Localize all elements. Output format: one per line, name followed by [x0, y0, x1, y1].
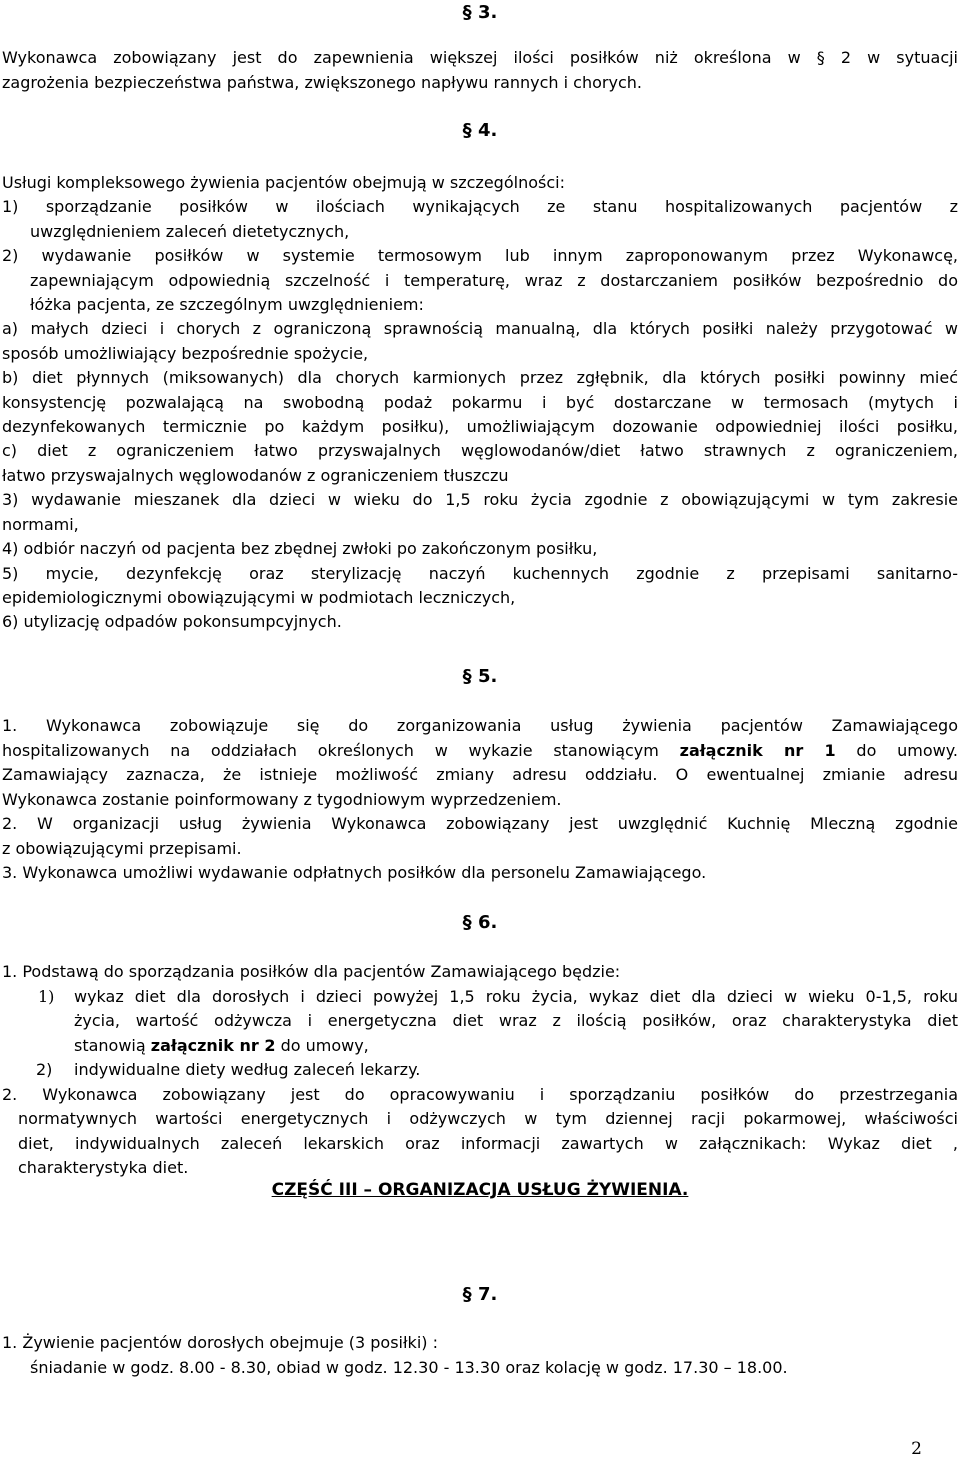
section-6-heading: § 6.: [462, 912, 498, 933]
text-line: 3) wydawanie mieszanek dla dzieci w wieku do 1,5 roku życia zgodnie z obowiązującymi w tym zakresie: [2, 490, 958, 510]
text-fragment: hospitalizowanych na oddziałach określonych w wykazie stanowiącym: [2, 740, 680, 760]
text-line: łóżka pacjenta, ze szczególnym uwzględnieniem:: [30, 295, 424, 315]
text-line: śniadanie w godz. 8.00 - 8.30, obiad w godz. 12.30 - 13.30 oraz kolację w godz. 17.30 – 18.00.: [30, 1357, 788, 1377]
list-number: 1): [38, 986, 55, 1006]
text-line: konsystencję pozwalającą na swobodną podaż pokarmu i być dostarczane w termosach (mytych i: [2, 392, 958, 412]
text-line: Wykonawca zostanie poinformowany z tygodniowym wyprzedzeniem.: [2, 789, 562, 809]
text-line: a) małych dzieci i chorych z ograniczoną sprawnością manualną, dla których posiłki należy przygotować w: [2, 319, 958, 339]
section-6-paragraph: [2, 960, 958, 1181]
text-line: zapewniającym odpowiednią szczelność i temperaturę, wraz z dostarczaniem posiłków bezpośrednio do: [30, 270, 958, 290]
section-4-heading: § 4.: [462, 120, 498, 141]
text-line: 1. Wykonawca zobowiązuje się do zorganizowania usług żywienia pacjentów Zamawiającego: [2, 716, 958, 735]
text-line: 1. Żywienie pacjentów dorosłych obejmuje (3 posiłki) :: [2, 1333, 438, 1352]
text-line: wykaz diet dla dorosłych i dzieci powyżej 1,5 roku życia, wykaz diet dla dzieci w wieku 0-1,5, roku: [74, 986, 958, 1006]
section-7-heading: § 7.: [462, 1284, 498, 1305]
text-line: 2. W organizacji usług żywienia Wykonawca zobowiązany jest uwzględnić Kuchnię Mleczną zgodnie: [2, 814, 958, 833]
section-3-heading: § 3.: [462, 2, 498, 23]
text-line: 6) utylizację odpadów pokonsumpcyjnych.: [2, 612, 342, 632]
attachment-reference: załącznik nr 1: [679, 740, 836, 760]
text-line: dezynfekowanych termicznie po każdym posiłku), umożliwiającym dozowanie odpowiedniej ilości posiłku,: [2, 417, 958, 437]
part-title: CZĘŚĆ III – ORGANIZACJA USŁUG ŻYWIENIA.: [271, 1180, 689, 1200]
text-line: 2) wydawanie posiłków w systemie termosowym lub innym zaproponowanym przez Wykonawcę,: [2, 246, 958, 266]
text-fragment: do umowy.: [835, 740, 958, 760]
text-line: [2, 739, 958, 764]
list-number: 2): [36, 1060, 53, 1079]
text-line: sposób umożliwiający bezpośrednie spożycie,: [2, 343, 369, 363]
text-line: 2. Wykonawca zobowiązany jest do opracowywaniu i sporządzaniu posiłków do przestrzegania: [2, 1084, 958, 1104]
section-4-paragraph: [2, 171, 958, 635]
text-line: charakterystyka diet.: [18, 1158, 189, 1177]
text-fragment: stanowią: [74, 1035, 151, 1055]
text-line: łatwo przyswajalnych węglowodanów z ograniczeniem tłuszczu: [2, 465, 509, 485]
text-line: 1. Podstawą do sporządzania posiłków dla pacjentów Zamawiającego będzie:: [2, 962, 621, 981]
list-item: [2, 985, 958, 1010]
text-line: [2, 1034, 958, 1059]
text-line: 4) odbiór naczyń od pacjenta bez zbędnej zwłoki po zakończonym posiłku,: [2, 539, 598, 559]
text-line: Usługi kompleksowego żywienia pacjentów obejmują w szczególności:: [2, 173, 565, 192]
text-line: normatywnych wartości energetycznych i odżywczych w tym dziennej racji pokarmowej, właściwości: [18, 1109, 958, 1128]
text-line: Wykonawca zobowiązany jest do zapewnienia większej ilości posiłków niż określona w § 2 w sytuacji: [2, 48, 958, 67]
section-5-paragraph: [2, 714, 958, 886]
text-fragment: do umowy,: [275, 1035, 369, 1055]
text-line: życia, wartość odżywcza i energetyczna diet wraz z ilością posiłków, oraz charakterystyka diet: [74, 1011, 958, 1030]
page-number: 2: [911, 1439, 922, 1459]
attachment-reference: załącznik nr 2: [150, 1035, 276, 1055]
list-item: [2, 1058, 958, 1083]
text-line: uwzględnieniem zaleceń dietetycznych,: [30, 221, 350, 241]
text-line: Zamawiający zaznacza, że istnieje możliwość zmiany adresu oddziału. O ewentualnej zmianie adresu: [2, 765, 958, 784]
text-line: zagrożenia bezpieczeństwa państwa, zwiększonego napływu rannych i chorych.: [2, 72, 642, 92]
text-line: b) diet płynnych (miksowanych) dla chorych karmionych przez zgłębnik, dla których posiłki powinny mieć: [2, 368, 958, 388]
text-line: 1) sporządzanie posiłków w ilościach wynikających ze stanu hospitalizowanych pacjentów z: [2, 197, 958, 217]
text-line: epidemiologicznymi obowiązującymi w podmiotach leczniczych,: [2, 587, 516, 607]
section-5-heading: § 5.: [462, 666, 498, 687]
text-line: indywidualne diety według zaleceń lekarzy.: [74, 1060, 421, 1079]
text-line: normami,: [2, 514, 79, 534]
section-7-paragraph: [2, 1331, 958, 1380]
text-line: c) diet z ograniczeniem łatwo przyswajalnych węglowodanów/diet łatwo strawnych z ograniczeniem,: [2, 441, 958, 461]
text-line: z obowiązującymi przepisami.: [2, 838, 242, 858]
text-line: diet, indywidualnych zaleceń lekarskich oraz informacji zawartych w załącznikach: Wykaz diet ,: [18, 1133, 958, 1153]
text-line: 5) mycie, dezynfekcję oraz sterylizację naczyń kuchennych zgodnie z przepisami sanitarno-: [2, 563, 958, 583]
text-line: 3. Wykonawca umożliwi wydawanie odpłatnych posiłków dla personelu Zamawiającego.: [2, 863, 707, 882]
section-3-paragraph: [2, 46, 958, 95]
